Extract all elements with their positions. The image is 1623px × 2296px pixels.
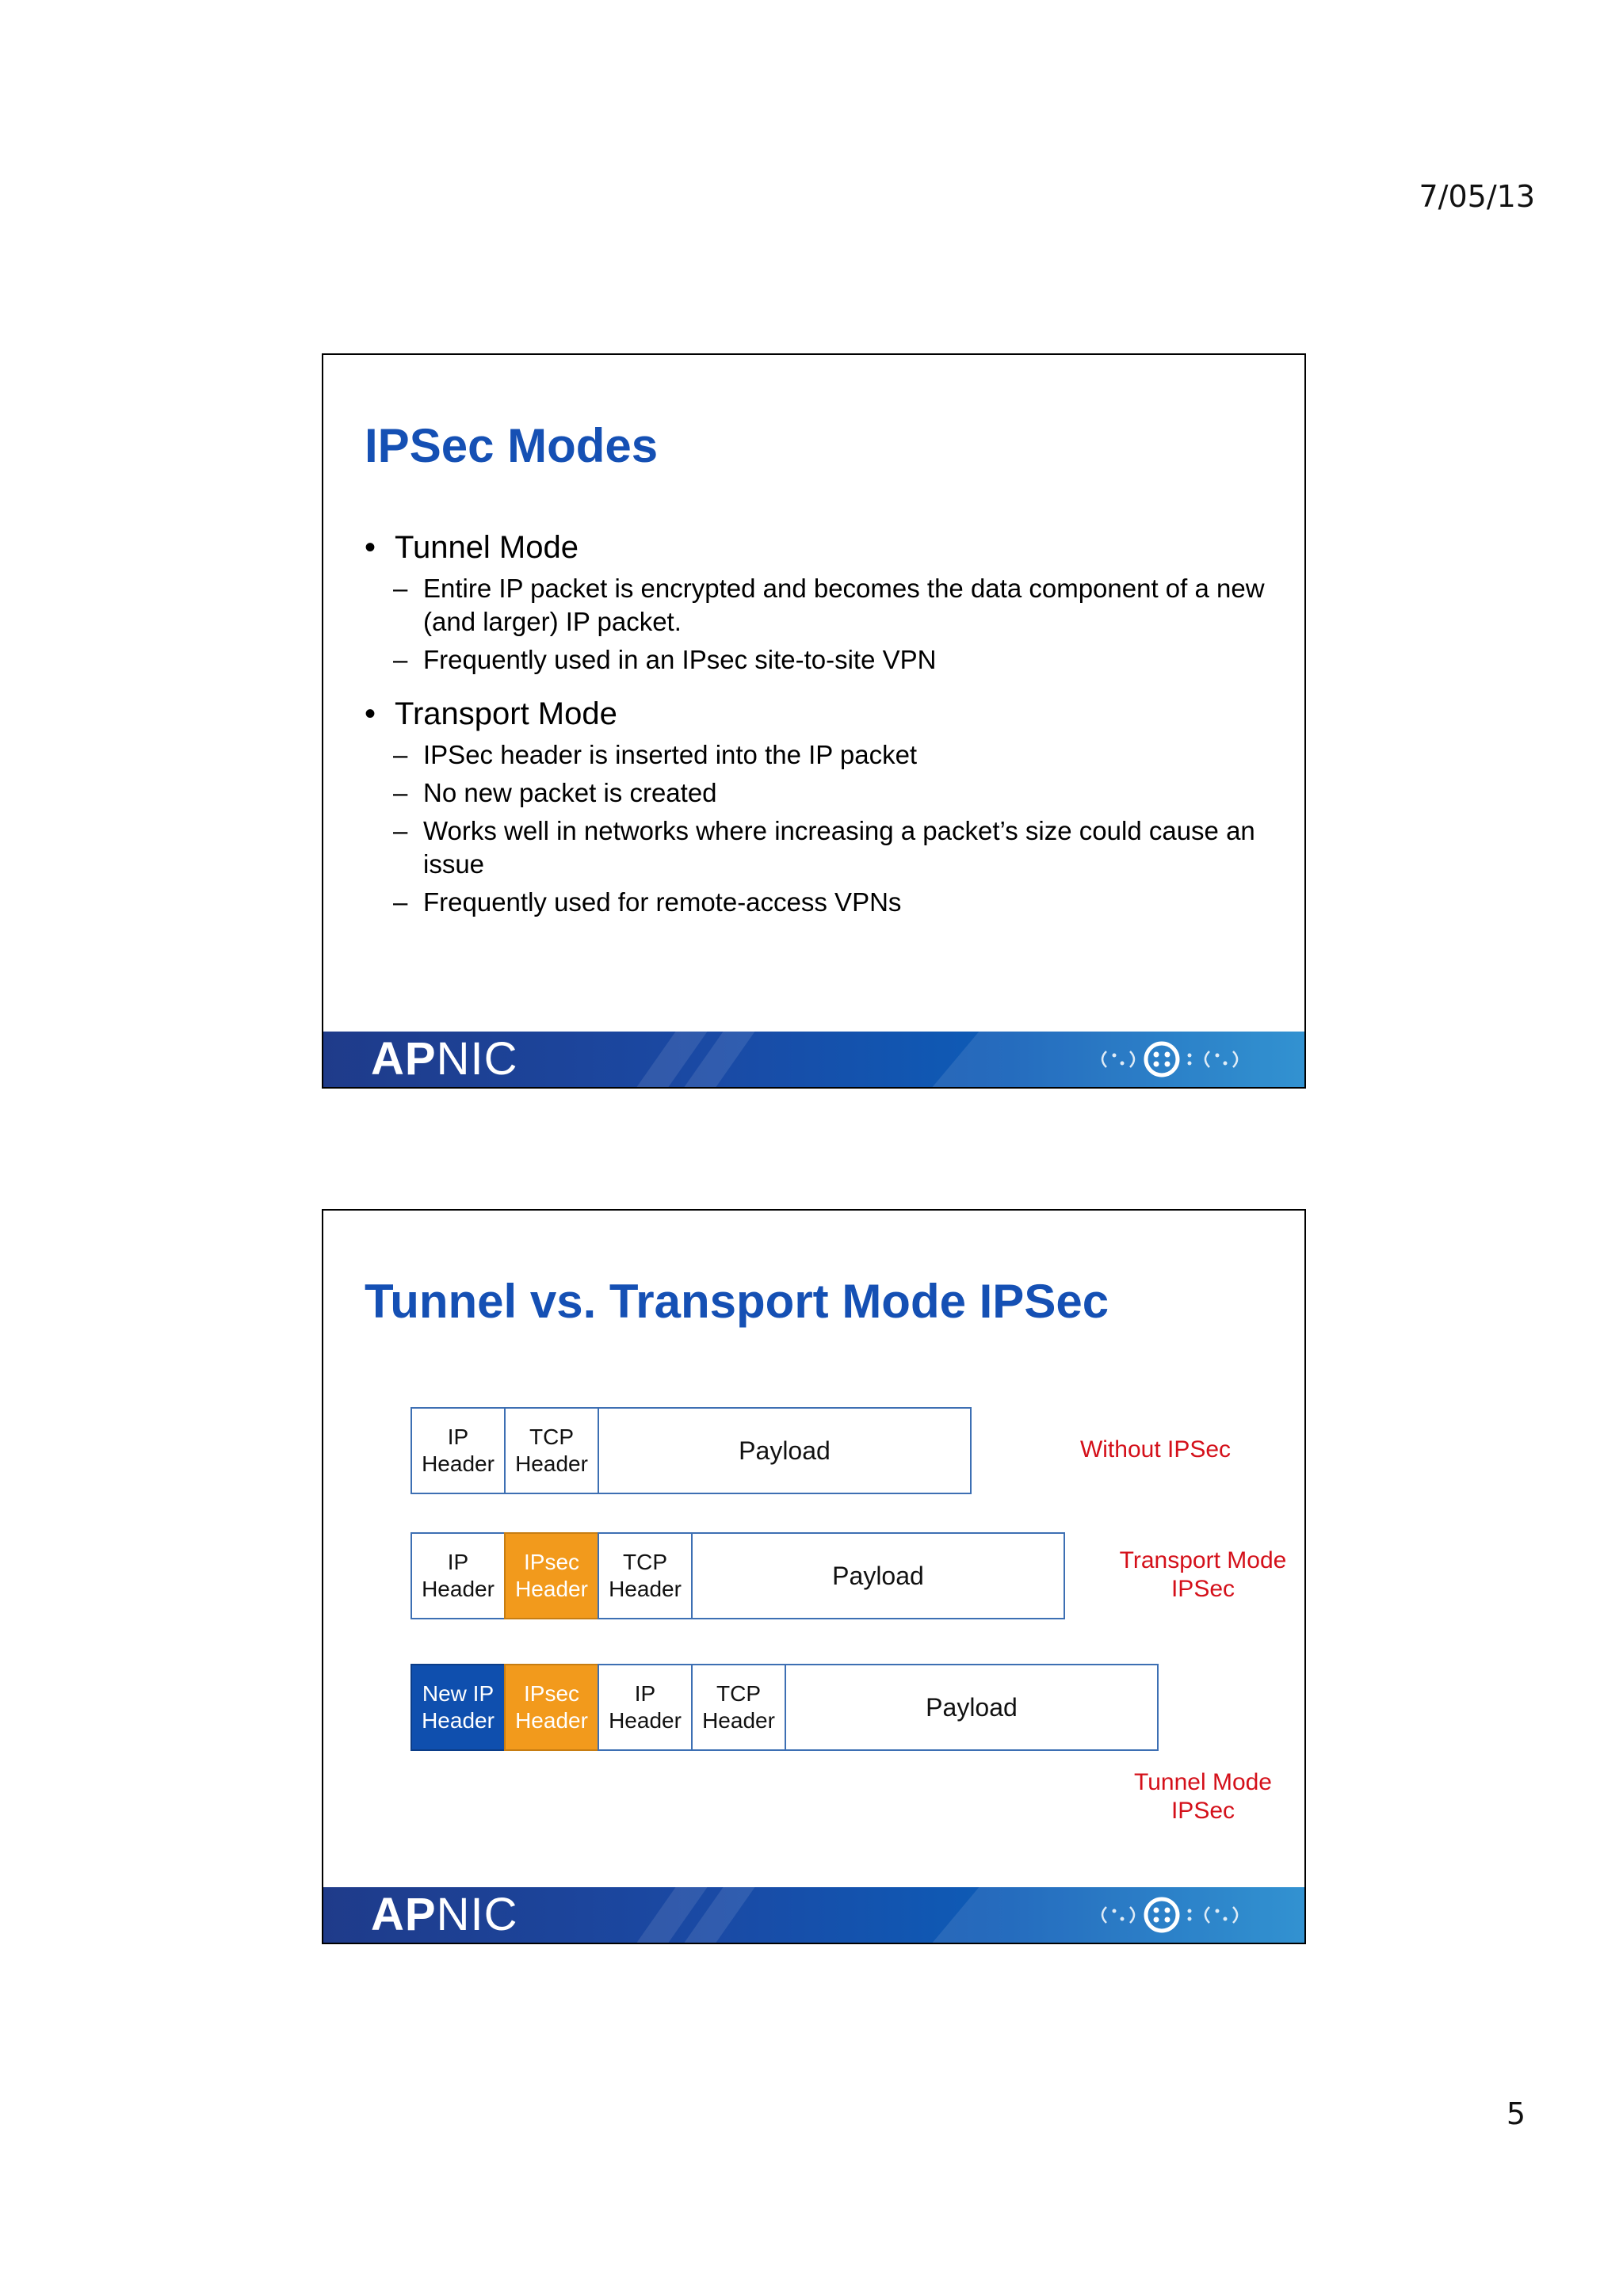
packet-tunnel-mode: [411, 1664, 1157, 1751]
sub-bullet: – Entire IP packet is encrypted and becomes the data component of a new (and larger) IP packet.: [365, 572, 1273, 639]
ipsec-header-cell: IPsec Header: [504, 1532, 599, 1619]
page-date: 7/05/13: [1419, 179, 1535, 214]
page-number: 5: [1506, 2096, 1526, 2131]
tcp-header-cell: TCP Header: [691, 1664, 786, 1751]
ip-header-cell: IP Header: [598, 1664, 693, 1751]
slide-footer-bar: [323, 1887, 1304, 1943]
new-ip-header-cell: New IP Header: [411, 1664, 506, 1751]
slide-tunnel-vs-transport: [322, 1209, 1306, 1944]
bullet-heading: • Transport Mode: [365, 694, 1273, 734]
apnic-logo: APNIC: [371, 1033, 518, 1085]
ip-header-cell: IP Header: [411, 1532, 506, 1619]
payload-cell: Payload: [598, 1407, 972, 1494]
tcp-header-cell: TCP Header: [504, 1407, 599, 1494]
bullet-transport-mode: [365, 694, 1273, 919]
packet-without-ipsec: [411, 1407, 970, 1494]
apnic-dots-mark-icon: [1090, 1895, 1257, 1935]
slide-title: Tunnel vs. Transport Mode IPSec: [365, 1275, 1109, 1328]
ipsec-header-cell: IPsec Header: [504, 1664, 599, 1751]
bullet-list: [365, 528, 1273, 929]
bullet-tunnel-mode: [365, 528, 1273, 677]
bullet-heading: • Tunnel Mode: [365, 528, 1273, 567]
apnic-dots-mark-icon: [1090, 1039, 1257, 1079]
sub-bullet: – Works well in networks where increasing a packet’s size could cause an issue: [365, 814, 1273, 881]
packet-transport-mode: [411, 1532, 1064, 1619]
sub-bullet: – Frequently used for remote-access VPNs: [365, 886, 1273, 919]
ip-header-cell: IP Header: [411, 1407, 506, 1494]
slide-ipsec-modes: [322, 353, 1306, 1089]
label-transport-mode: Transport Mode IPSec: [1119, 1547, 1287, 1602]
label-tunnel-mode: Tunnel Mode IPSec: [1134, 1769, 1272, 1824]
sub-bullet: – IPSec header is inserted into the IP packet: [365, 738, 1273, 772]
slide-title: IPSec Modes: [365, 419, 659, 472]
payload-cell: Payload: [785, 1664, 1159, 1751]
apnic-logo: APNIC: [371, 1889, 518, 1940]
payload-cell: Payload: [691, 1532, 1065, 1619]
tcp-header-cell: TCP Header: [598, 1532, 693, 1619]
sub-bullet: – No new packet is created: [365, 776, 1273, 810]
label-without-ipsec: Without IPSec: [1079, 1436, 1232, 1463]
sub-bullet: – Frequently used in an IPsec site-to-site VPN: [365, 643, 1273, 677]
slide-footer-bar: [323, 1032, 1304, 1087]
